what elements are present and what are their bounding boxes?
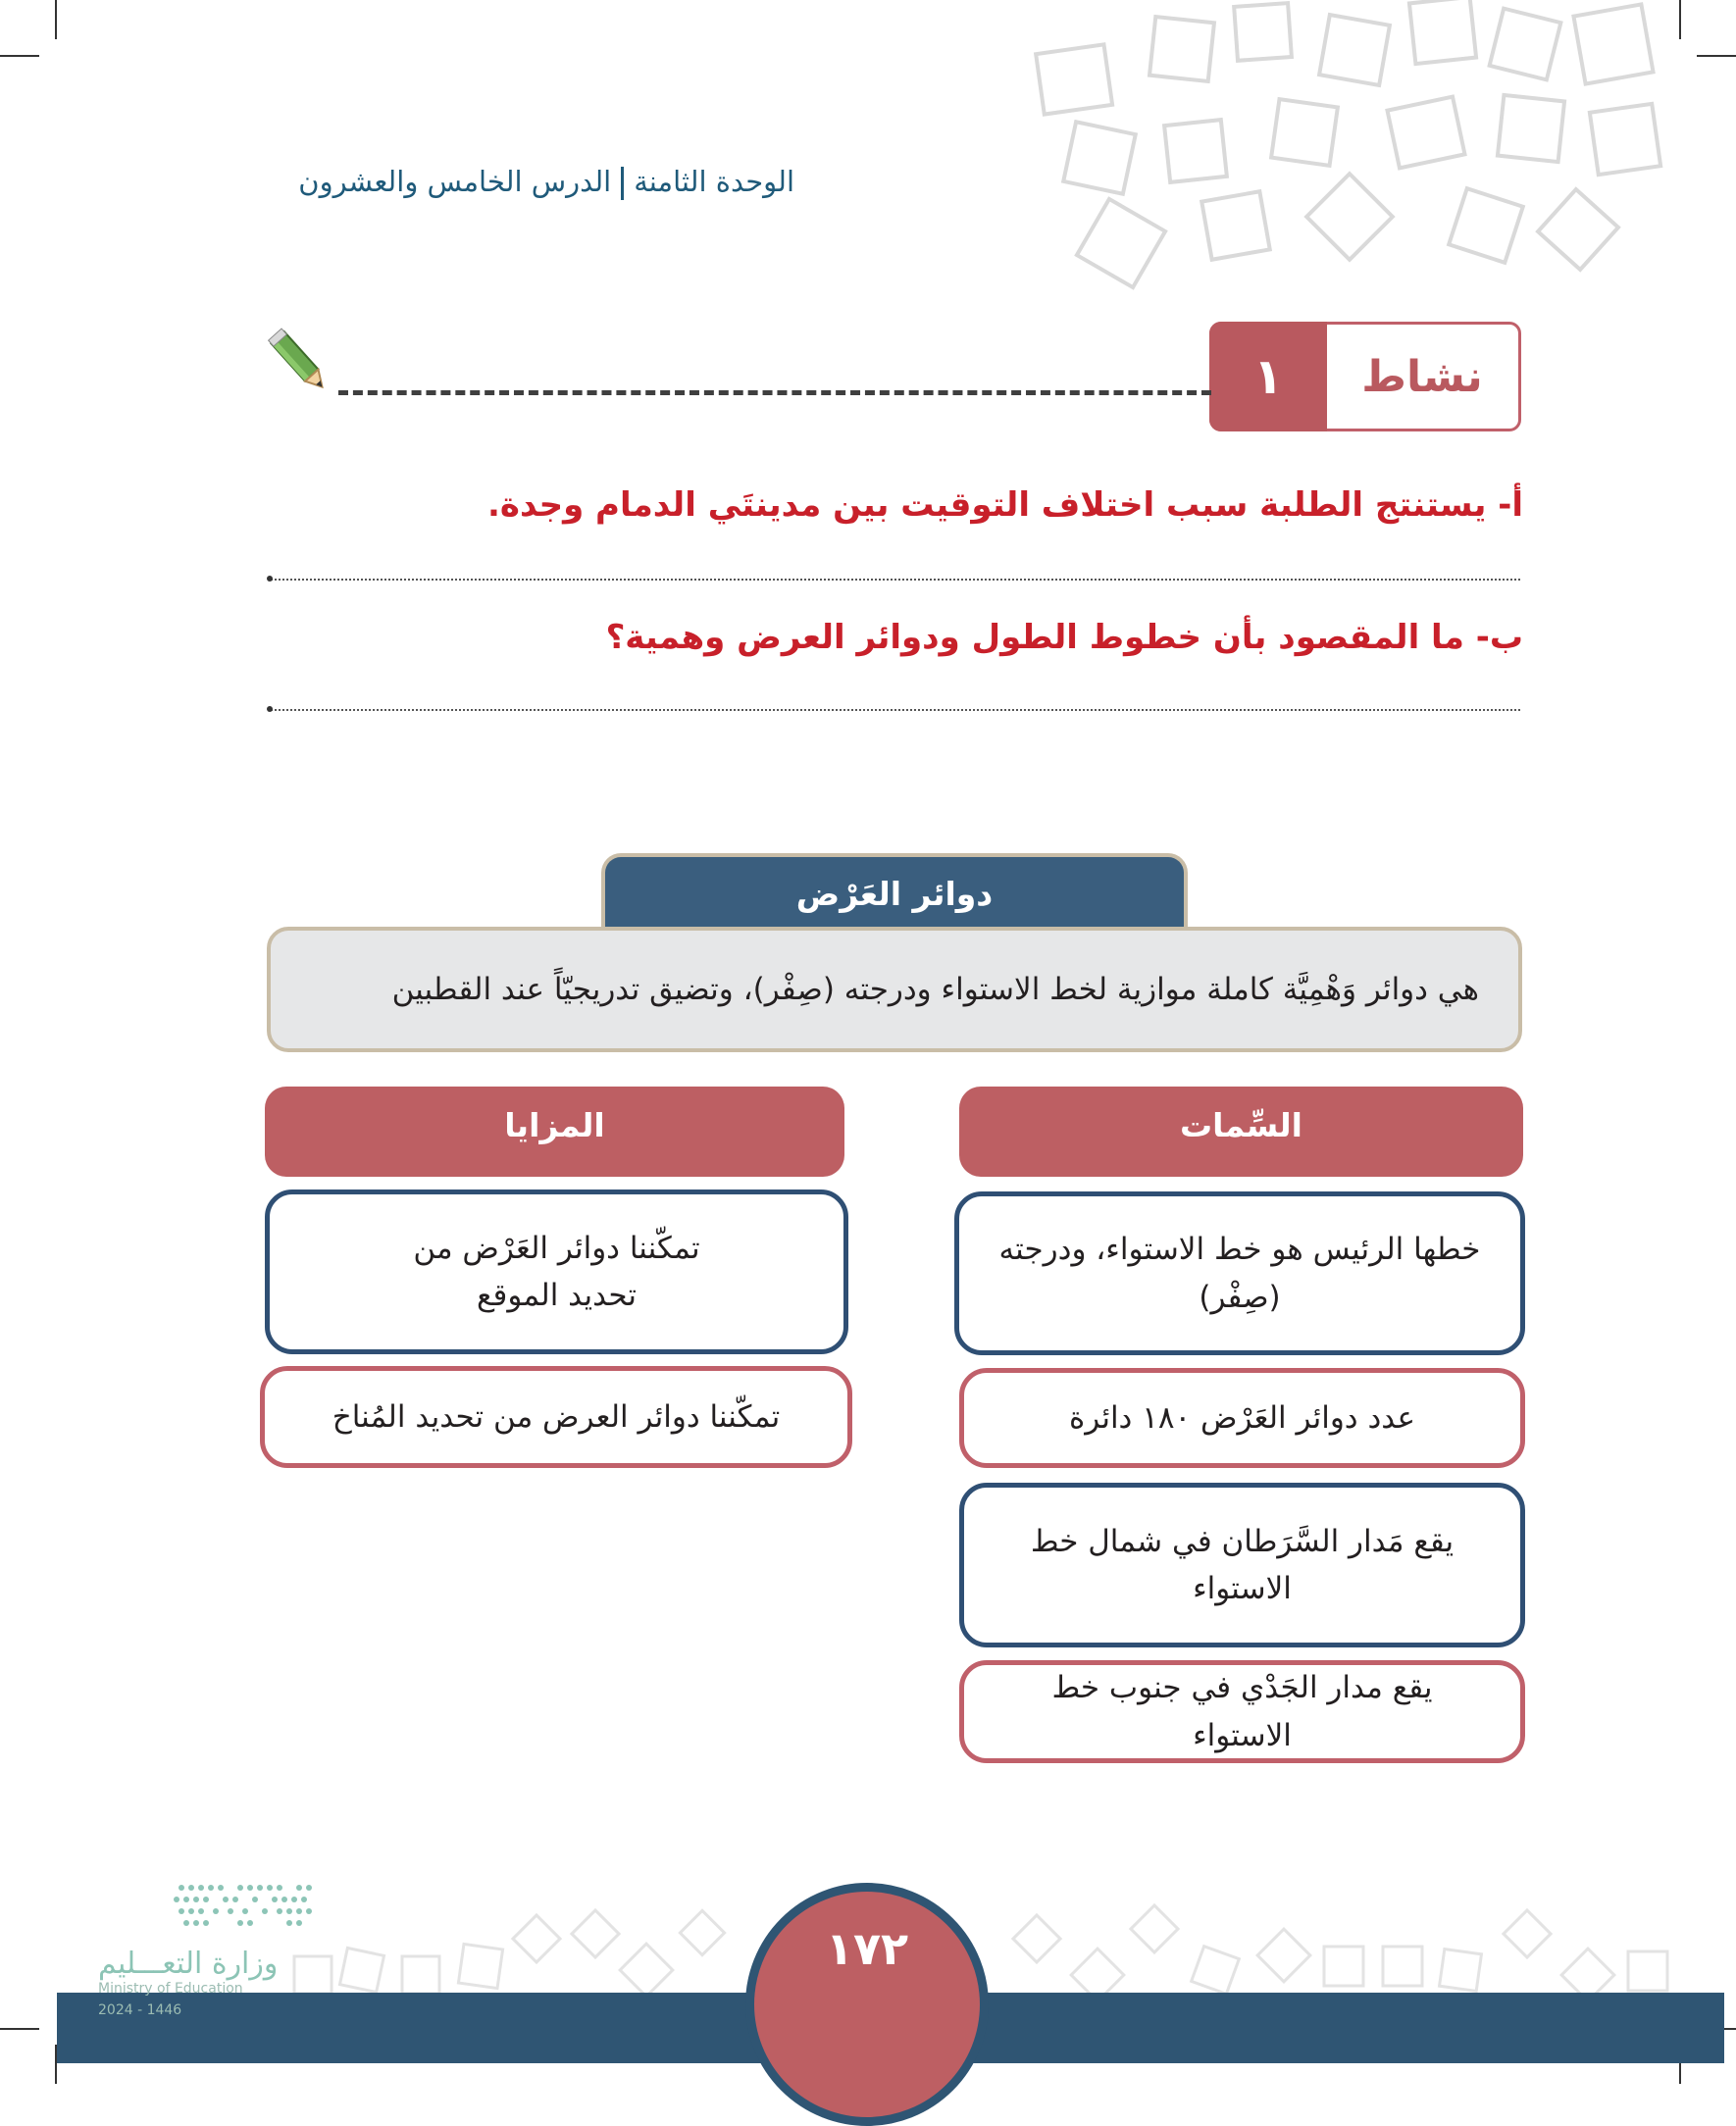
advantage-card bbox=[260, 1366, 852, 1468]
concept-definition: هي دوائر وَهْمِيَّة كاملة موازية لخط الاستواء ودرجته (صِفْر)، وتضيق تدريجيّاً عند القطبين bbox=[267, 927, 1522, 1052]
advantage-text: تمكّننا دوائر العَرْض من تحديد الموقع bbox=[413, 1230, 700, 1313]
unit-title: الوحدة الثامنة bbox=[634, 165, 794, 198]
advantage-text: تمكّننا دوائر العرض من تحديد المُناخ bbox=[332, 1398, 781, 1435]
activity-label: نشاط bbox=[1361, 351, 1483, 402]
page-number: ١٧٢ bbox=[825, 1922, 909, 1975]
pencil-icon bbox=[265, 324, 333, 402]
page-number-badge bbox=[745, 1883, 989, 2126]
feature-card bbox=[954, 1191, 1525, 1355]
unit-lesson-header bbox=[245, 165, 794, 200]
question-b: ب- ما المقصود بأن خطوط الطول ودوائر العرض وهمية؟ bbox=[605, 618, 1523, 657]
feature-text: يقع مدار الجَدْي في جنوب خط الاستواء bbox=[1051, 1670, 1433, 1753]
feature-card bbox=[959, 1368, 1525, 1468]
question-a: أ- يستنتج الطلبة سبب اختلاف التوقيت بين مدينتَي الدمام وجدة. bbox=[486, 485, 1523, 525]
advantages-heading: المزايا bbox=[265, 1087, 844, 1177]
features-heading: السِّمات bbox=[959, 1087, 1523, 1177]
answer-line-a[interactable] bbox=[271, 579, 1520, 581]
feature-card bbox=[959, 1660, 1525, 1763]
activity-dashed-line bbox=[338, 390, 1211, 395]
header-separator bbox=[621, 167, 624, 200]
lesson-title: الدرس الخامس والعشرون bbox=[298, 165, 612, 198]
feature-text: خطها الرئيس هو خط الاستواء، ودرجته (صِفْر) bbox=[998, 1232, 1481, 1315]
ministry-name-english: Ministry of Education bbox=[98, 1981, 243, 1997]
answer-line-b[interactable] bbox=[271, 709, 1520, 711]
ministry-year: 2024 - 1446 bbox=[98, 2002, 182, 2018]
activity-number: ١ bbox=[1209, 322, 1327, 431]
answer-line-end-dot bbox=[267, 706, 273, 712]
feature-text: عدد دوائر العَرْض ١٨٠ دائرة bbox=[1068, 1399, 1416, 1436]
ministry-logo-icon bbox=[93, 1878, 329, 1947]
advantage-card bbox=[265, 1190, 848, 1354]
concept-title: دوائر العَرْض bbox=[601, 853, 1188, 930]
answer-line-end-dot bbox=[267, 576, 273, 582]
feature-text: يقع مَدار السَّرَطان في شمال خط الاستواء bbox=[1030, 1523, 1455, 1606]
feature-card bbox=[959, 1483, 1525, 1647]
ministry-name-arabic: وزارة التعـــليم bbox=[98, 1947, 279, 1981]
